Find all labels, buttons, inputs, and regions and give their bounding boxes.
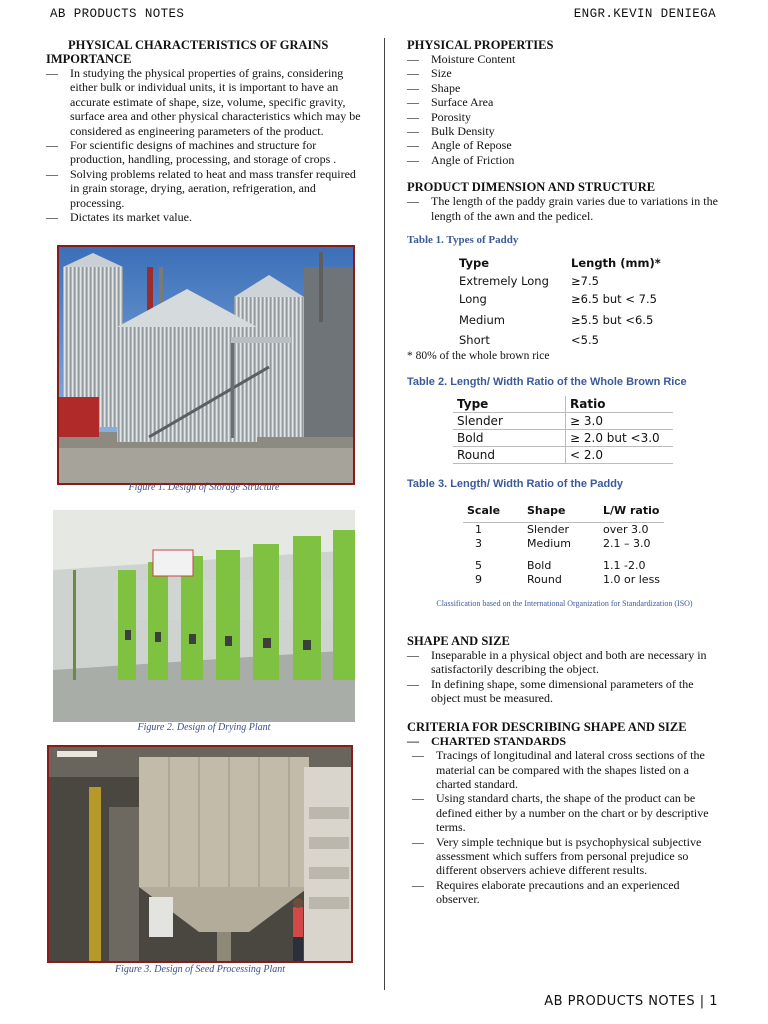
list-item: — Angle of Repose — [407, 138, 512, 153]
list-item: — Dictates its market value. — [46, 210, 192, 225]
table-row: Long ≥6.5 but < 7.5 — [459, 291, 657, 306]
page-footer: AB PRODUCTS NOTES | 1 — [544, 994, 718, 1009]
criteria-list — [407, 748, 722, 906]
left-column — [46, 38, 362, 224]
header-left: AB PRODUCTS NOTES — [50, 7, 185, 21]
header-right: ENGR.KEVIN DENIEGA — [573, 7, 716, 21]
charted-standards-heading-list — [407, 734, 722, 748]
dimension-heading: PRODUCT DIMENSION AND STRUCTURE — [407, 180, 656, 195]
table-1-caption: Table 1. Types of Paddy — [407, 234, 519, 247]
right-column — [407, 38, 722, 907]
table-header: Type — [459, 256, 490, 271]
list-item: — Very simple technique but is psychophysical subjective assessment which suffers from personal prejudice so different observers achieve different results. — [412, 834, 702, 878]
list-item: — For scientific designs of machines and structure for production, handling, processing, and storage of crops . — [46, 138, 337, 167]
title-line-1: PHYSICAL CHARACTERISTICS OF GRAINS — [68, 38, 329, 52]
table-row: Bold ≥ 2.0 but <3.0 — [453, 430, 673, 447]
column-divider — [384, 38, 385, 990]
table-paddy-ratio — [463, 500, 664, 587]
table-header: Shape — [527, 504, 566, 518]
shape-size-list — [407, 648, 722, 706]
list-item: — Bulk Density — [407, 124, 495, 139]
dimension-list — [407, 194, 722, 223]
list-item: — In defining shape, some dimensional parameters of the object must be measured. — [407, 676, 694, 706]
figure-1-caption: Figure 1. Design of Storage Structure — [128, 482, 280, 493]
shape-size-heading: SHAPE AND SIZE — [407, 634, 510, 649]
list-item: — Porosity — [407, 109, 472, 124]
list-item: — Inseparable in a physical object and both are necessary in satisfactorily describing the object. — [407, 648, 707, 677]
figure-3-caption: Figure 3. Design of Seed Processing Plant — [114, 964, 286, 975]
table-row: Short <5.5 — [459, 333, 599, 348]
table-2-caption: Table 2. Length/ Width Ratio of the Whole Brown Rice — [407, 376, 687, 389]
table-row: 1 Slender over 3.0 — [475, 523, 649, 537]
table-1-note: * 80% of the whole brown rice — [407, 350, 550, 363]
list-item: — Tracings of longitudinal and lateral cross sections of the material can be compared with the shapes listed on a charted standard. — [412, 748, 705, 791]
criteria-heading: CRITERIA FOR DESCRIBING SHAPE AND SIZE — [407, 719, 687, 734]
list-item: — Moisture Content — [407, 52, 516, 66]
list-item: — Surface Area — [407, 95, 494, 110]
table-row: 9 Round 1.0 or less — [475, 573, 661, 587]
list-item: — Solving problems related to heat and mass transfer required in grain storage, drying, aeration, refrigeration, and processing. — [46, 166, 356, 210]
table-brown-rice-ratio — [453, 396, 673, 464]
figure-storage-structure — [57, 245, 355, 485]
importance-list — [46, 66, 362, 224]
section-title — [46, 38, 362, 66]
table-types-of-paddy — [459, 253, 661, 350]
table-row: Slender ≥ 3.0 — [453, 413, 673, 430]
list-item: — Requires elaborate precautions and an experienced observer. — [412, 877, 680, 907]
table-header: Type — [453, 396, 566, 413]
table-row: Medium ≥5.5 but <6.5 — [459, 312, 654, 327]
table-row: 3 Medium 2.1 – 3.0 — [475, 537, 651, 551]
list-item: — Using standard charts, the shape of the product can be defined either by a number on the chart or by descriptive terms. — [412, 791, 709, 835]
table-row: Round < 2.0 — [453, 447, 673, 464]
table-header: Ratio — [566, 396, 674, 413]
list-item: — CHARTED STANDARDS — [407, 733, 567, 748]
list-item: — The length of the paddy grain varies due to variations in the length of the awn and the pedicel. — [407, 194, 718, 223]
list-item: — In studying the physical properties of grains, considering either bulk or individual units, it is important to have an accurate estimate of shape, size, volume, specific gravity, surface area and other physical characteristics which may be considered as engineering parameters of the product. — [46, 66, 361, 138]
table-row: 5 Bold 1.1 -2.0 — [475, 559, 646, 573]
table-row: Extremely Long ≥7.5 — [459, 273, 599, 288]
table-3-caption: Table 3. Length/ Width Ratio of the Paddy — [407, 478, 624, 491]
table-header: Length (mm)* — [571, 256, 661, 271]
charted-standards-heading: CHARTED STANDARDS — [431, 733, 567, 748]
physical-properties-list — [407, 52, 722, 167]
iso-note: Classification based on the International Organization for Standardization (ISO) — [436, 599, 693, 609]
title-line-2: IMPORTANCE — [46, 52, 132, 66]
table-header: L/W ratio — [603, 504, 660, 518]
list-item: — Size — [407, 66, 452, 81]
figure-2-caption: Figure 2. Design of Drying Plant — [137, 722, 271, 733]
table-header: Scale — [467, 504, 501, 518]
list-item: — Shape — [407, 80, 461, 95]
list-item: — Angle of Friction — [407, 152, 515, 167]
figure-seed-processing-plant — [47, 745, 353, 963]
physical-properties-heading: PHYSICAL PROPERTIES — [407, 38, 554, 52]
figure-drying-plant — [53, 510, 355, 722]
